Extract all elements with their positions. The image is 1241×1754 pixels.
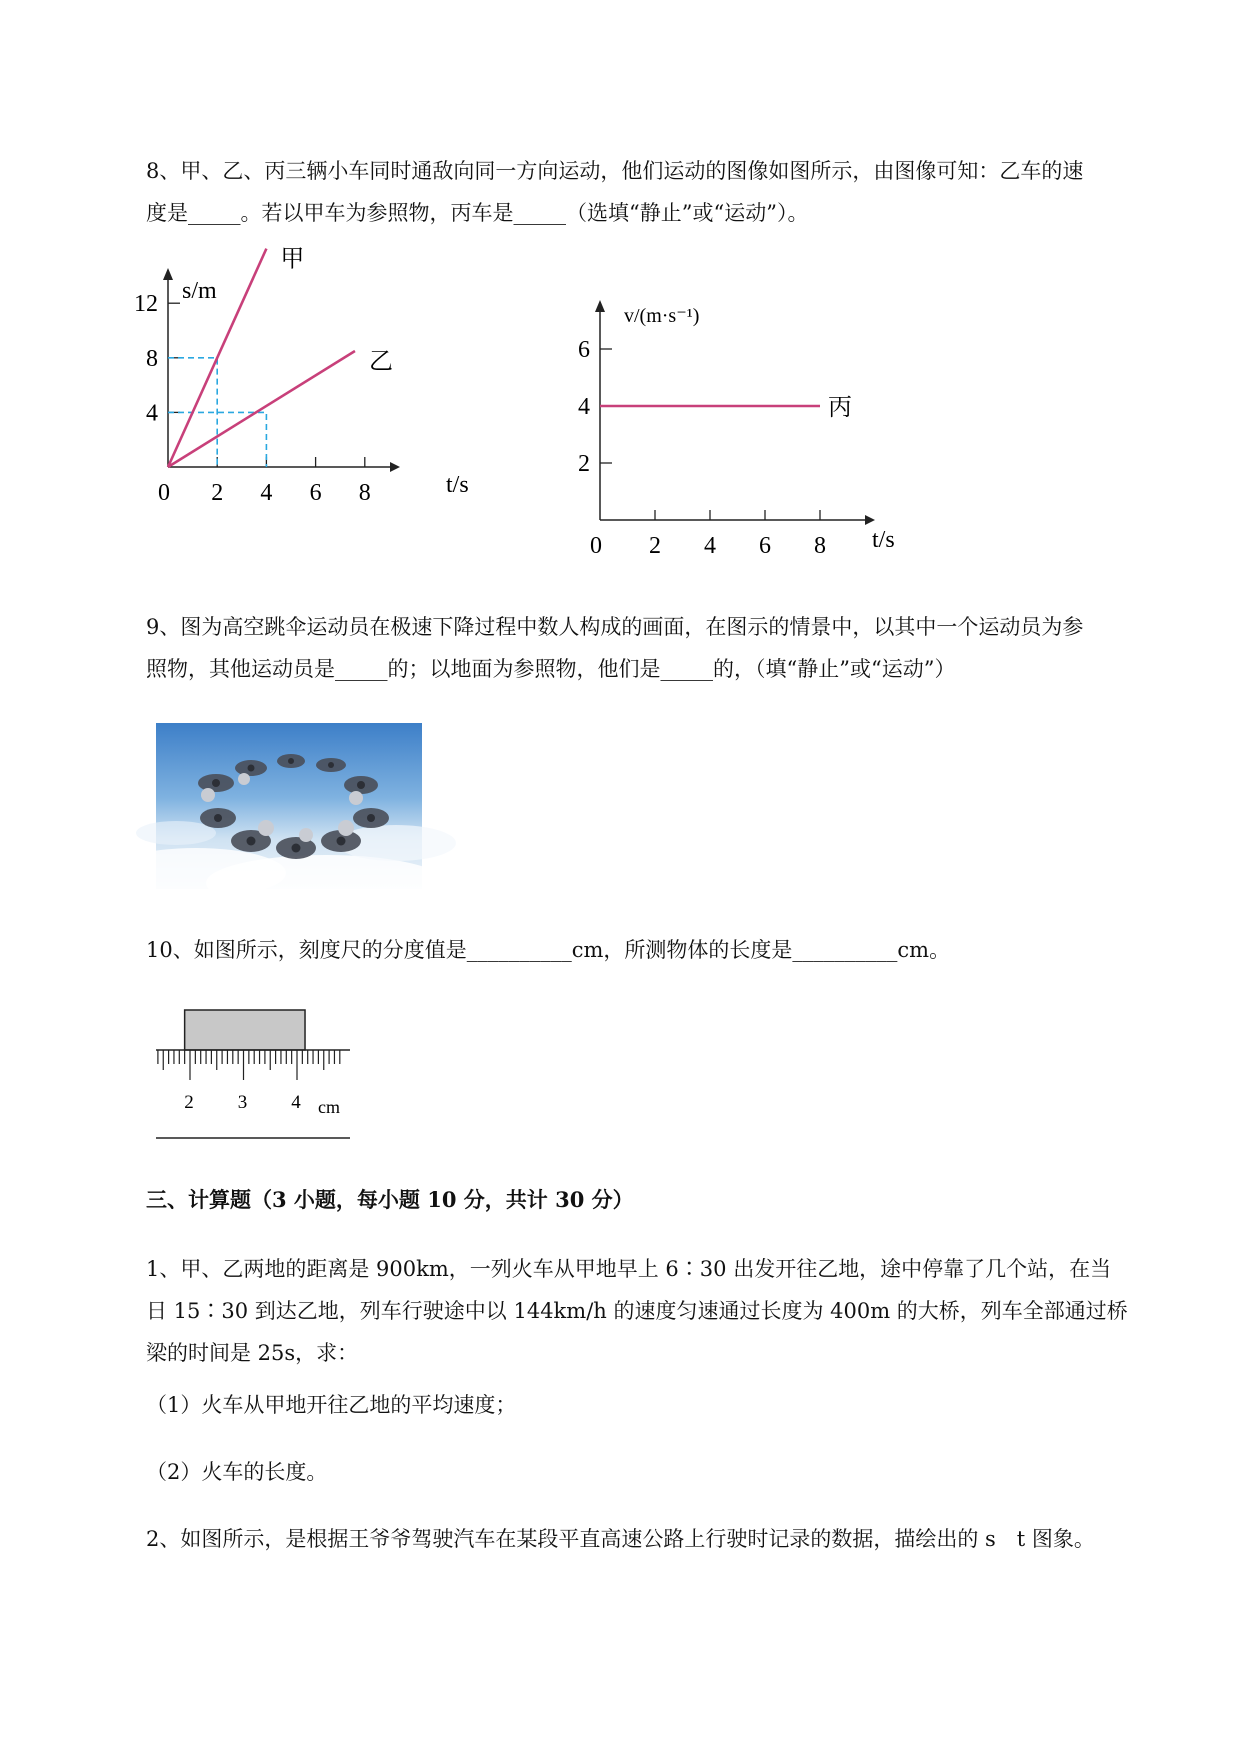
st-y-axis-label: s/m: [182, 278, 217, 304]
q9-text: [146, 606, 1166, 690]
q8-line1: 8、甲、乙、丙三辆小车同时通敌向同一方向运动，他们运动的图像如图所示，由图像可知：乙车的速: [146, 159, 1084, 183]
q10-text: [146, 929, 1166, 971]
st-x-tick-label: 2: [211, 480, 224, 506]
vt-labels: [578, 305, 895, 559]
vt-y-tick-label: 2: [578, 451, 590, 477]
ruler-label: 4: [291, 1092, 301, 1113]
p2-text: [146, 1518, 1166, 1560]
st-series-line: [168, 351, 355, 467]
st-y-tick-label: 8: [146, 345, 158, 372]
st-series-label: 乙: [368, 348, 393, 375]
p1-line3: 梁的时间是 25s，求：: [146, 1341, 359, 1365]
st-y-tick-label: 12: [134, 291, 158, 318]
st-x-tick-label: 4: [260, 480, 273, 506]
vt-x-tick-label: 0: [590, 533, 602, 559]
q9-line2: 照物，其他运动员是_____的；以地面为参照物，他们是_____的，（填“静止”或“运动”）: [146, 657, 956, 681]
st-x-tick-label: 0: [158, 480, 170, 506]
st-chart: [134, 246, 500, 570]
q9-line1: 9、图为高空跳伞运动员在极速下降过程中数人构成的画面，在图示的情景中，以其中一个运动员为参: [146, 615, 1084, 639]
skydivers-photo: [156, 723, 422, 889]
st-x-tick-label: 6: [309, 480, 322, 506]
st-guides: [168, 358, 266, 467]
p2-line1: 2、如图所示，是根据王爷爷驾驶汽车在某段平直高速公路上行驶时记录的数据，描绘出的 s t 图象。: [146, 1527, 1095, 1551]
st-x-axis-label: t/s: [446, 472, 469, 498]
vt-chart: [560, 285, 920, 570]
ruler-label: 2: [184, 1092, 194, 1113]
q8-line2: 度是_____。若以甲车为参照物，丙车是_____（选填“静止”或“运动”）。: [146, 201, 809, 225]
vt-y-tick-label: 6: [578, 337, 590, 363]
ruler-labels: [184, 1092, 301, 1113]
st-y-tick-label: 4: [146, 400, 158, 427]
p1-line2: 日 15∶30 到达乙地，列车行驶途中以 144km/h 的速度匀速通过长度为 400m 的大桥，列车全部通过桥: [146, 1299, 1128, 1323]
ruler-figure: [150, 1000, 360, 1145]
p1-line1: 1、甲、乙两地的距离是 900km，一列火车从甲地早上 6∶30 出发开往乙地，途中停靠了几个站，在当: [146, 1257, 1112, 1281]
vt-x-tick-label: 6: [759, 533, 771, 559]
vt-x-arrow: [865, 515, 875, 525]
measured-object: [185, 1010, 305, 1050]
st-x-arrow: [390, 462, 400, 472]
section3-title: 三、计算题（3 小题，每小题 10 分，共计 30 分）: [146, 1187, 634, 1212]
p1-text: [146, 1248, 1166, 1374]
ruler-label: 3: [237, 1092, 248, 1113]
st-y-arrow: [163, 268, 173, 280]
vt-x-tick-label: 8: [814, 533, 826, 559]
vt-x-axis-label: t/s: [872, 527, 895, 553]
vt-y-axis-label: v/(m·s⁻¹): [624, 305, 700, 327]
q8-text: [146, 150, 1166, 234]
p1-sub2: （2）火车的长度。: [146, 1460, 328, 1484]
vt-y-tick-label: 4: [578, 394, 590, 420]
q10-line1: 10、如图所示，刻度尺的分度值是__________cm，所测物体的长度是__________cm。: [146, 938, 951, 962]
p1-sub1: （1）火车从甲地开往乙地的平均速度；: [146, 1393, 517, 1417]
ruler-ticks: [158, 1050, 340, 1080]
st-x-tick-label: 8: [358, 480, 371, 506]
vt-x-tick-label: 2: [649, 533, 661, 559]
st-series-label: 甲: [280, 246, 305, 273]
vt-x-tick-label: 4: [704, 533, 716, 559]
vt-series-label: 丙: [828, 395, 852, 421]
ruler-unit: cm: [318, 1097, 340, 1117]
vt-y-arrow: [595, 300, 605, 312]
